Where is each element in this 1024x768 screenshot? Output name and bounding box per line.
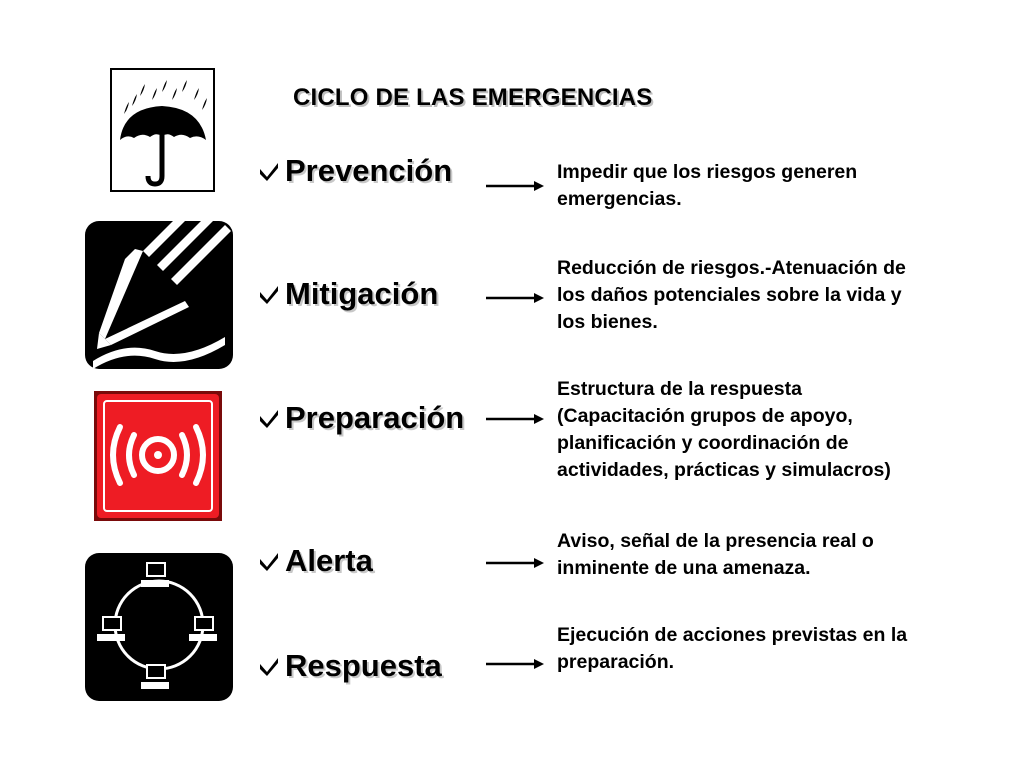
- checkmark-bullet-icon: [258, 283, 280, 305]
- phase-prevencion: [258, 153, 452, 189]
- checkmark-bullet-icon: [258, 550, 280, 572]
- phase-description-alerta: Aviso, señal de la presencia real o inminente de una amenaza.: [557, 530, 874, 579]
- phase-respuesta: [258, 648, 442, 684]
- phase-label: Mitigación: [285, 276, 439, 311]
- right-arrow-icon: [486, 557, 544, 569]
- phase-mitigacion: [258, 276, 438, 312]
- right-arrow-icon: [486, 180, 544, 192]
- phase-label: Preparación: [285, 400, 465, 435]
- network-ring-icon: [85, 553, 233, 701]
- right-arrow-icon: [486, 413, 544, 425]
- phase-description-mitigacion: Reducción de riesgos.-Atenuación de los daños potenciales sobre la vida y los bienes.: [557, 257, 906, 333]
- checkmark-bullet-icon: [258, 655, 280, 677]
- page-title: CICLO DE LAS EMERGENCIAS: [293, 84, 653, 111]
- right-arrow-icon: [486, 658, 544, 670]
- phase-description-respuesta: Ejecución de acciones previstas en la preparación.: [557, 624, 908, 673]
- phase-alerta: [258, 543, 373, 579]
- umbrella-rain-icon: [110, 68, 215, 192]
- phase-label: Prevención: [285, 153, 453, 188]
- phase-label: Alerta: [285, 543, 373, 578]
- phase-description-prevencion: Impedir que los riesgos generen emergencias.: [557, 161, 858, 210]
- phase-label: Respuesta: [285, 648, 442, 683]
- checkmark-bullet-icon: [258, 160, 280, 182]
- pencil-icon: [85, 221, 233, 369]
- phase-preparacion: [258, 400, 464, 436]
- checkmark-bullet-icon: [258, 407, 280, 429]
- alarm-icon: [94, 391, 222, 521]
- phase-description-preparacion: Estructura de la respuesta (Capacitación grupos de apoyo, planificación y coordinación de actividades, prácticas y simulacros): [557, 378, 891, 481]
- right-arrow-icon: [486, 292, 544, 304]
